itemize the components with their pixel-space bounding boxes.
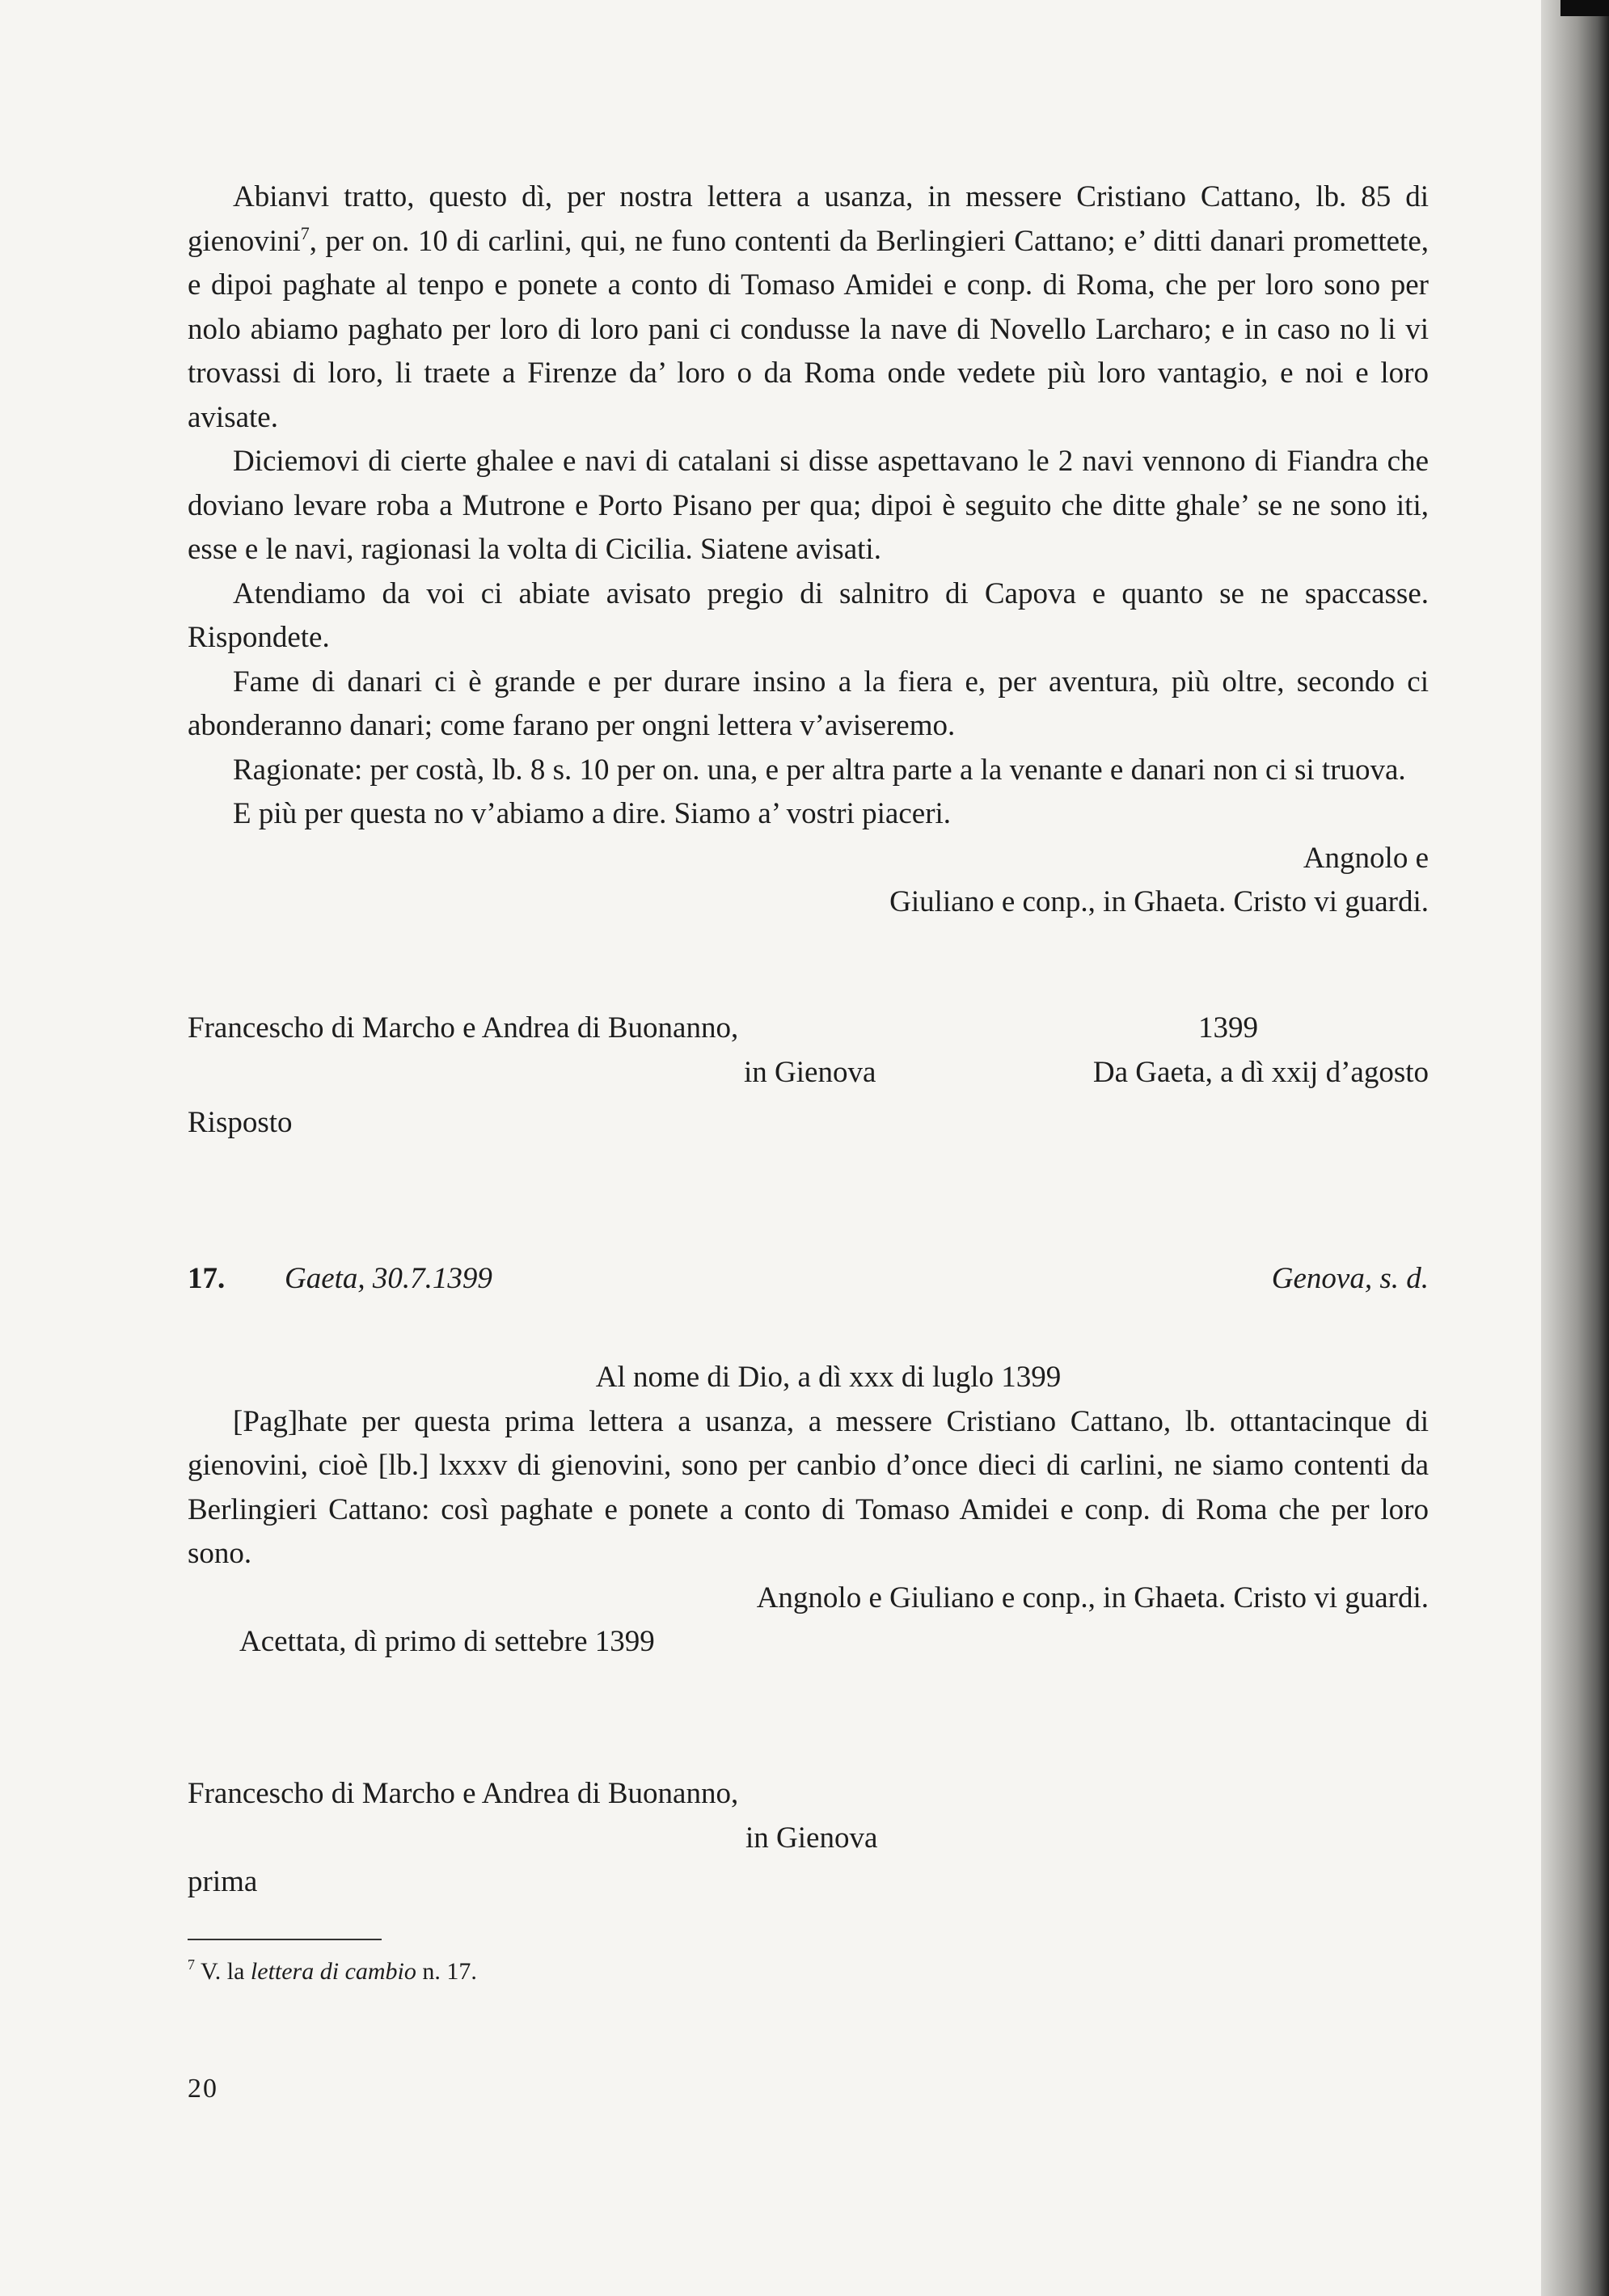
paragraph-1: Abianvi tratto, questo dì, per nostra lettera a usanza, in messere Cristiano Cattano, lb. 85 di gienovini$^7$, per on. 10 di carlini, qui, ne funo contenti da Berlingieri Cattano; e’ ditti danari promettete, e dipoi paghate al tenpo e ponete a conto di Tomaso Amidei e conp. di Roma, che per loro sono per nolo abiamo paghato per loro di loro pani ci condusse la nave di Novello Larcharo; e in caso no li vi trovassi di loro, li traete a Firenze da’ loro o da Roma onde vedete più loro vantagio, e noi e loro avisate. (188, 180, 1429, 434)
letter-17-body (188, 1356, 1429, 1665)
letter-17-address (188, 1772, 1429, 1905)
address-city: in Gienova (744, 1055, 876, 1089)
letter-number: 17. (188, 1262, 226, 1295)
letter-17-header (188, 1257, 1429, 1302)
paragraph-2: Diciemovi di cierte ghalee e navi di catalani si disse aspettavano le 2 navi vennono di Fiandra che doviano levare roba a Mutrone e Porto Pisano per qua; dipoi è seguito che ditte ghale’ se ne sono iti, esse e le navi, ragionasi la volta di Cicilia. Siatene avisati. (188, 445, 1429, 566)
page-corner-dark (1560, 0, 1609, 16)
footnote-number: 7 (188, 1956, 195, 1973)
acceptance-note: Acettata, dì primo di settebre 1399 (239, 1625, 655, 1658)
letter-heading: Al nome di Dio, a dì xxx di luglo 1399 (595, 1361, 1062, 1394)
paragraph-6: E più per questa no v’abiamo a dire. Siamo a’ vostri piaceri. (233, 797, 952, 830)
note-prima: prima (188, 1865, 258, 1898)
paragraph-5: Ragionate: per costà, lb. 8 s. 10 per on. una, e per altra parte a la venante e danari non ci si truova. (233, 753, 1406, 787)
letter-16-address (188, 1007, 1429, 1146)
footnote-rule (188, 1939, 382, 1940)
paragraph-3: Atendiamo da voi ci abiate avisato pregio di salnitro di Capova e quanto se ne spaccasse. Rispondete. (188, 576, 1429, 654)
note-risposto: Risposto (188, 1106, 293, 1139)
signature-line-2: Giuliano e conp., in Ghaeta. Cristo vi guardi. (889, 885, 1429, 918)
letter-17-signature: Angnolo e Giuliano e conp., in Ghaeta. Cristo vi guardi. (756, 1581, 1429, 1614)
dateline: Da Gaeta, a dì xxij d’agosto (1092, 1055, 1429, 1089)
address-name-17: Francescho di Marcho e Andrea di Buonanno, (188, 1777, 739, 1810)
letter-17-paragraph: [Pag]hate per questa prima lettera a usanza, a messere Cristiano Cattano, lb. ottantacinque di gienovini, cioè [lb.] lxxxv di gienovini, sono per canbio d’once dieci di carlini, ne siamo contenti da Berlingieri Cattano: così paghate e ponete a conto di Tomaso Amidei e conp. di Roma che per loro sono. (188, 1404, 1429, 1570)
letter-16-body (188, 175, 1429, 925)
footnote: $^7$ V. la lettera di cambio n. 17. (188, 1956, 477, 1985)
letter-destination: Genova, s. d. (1271, 1262, 1429, 1295)
letter-origin: Gaeta, 30.7.1399 (285, 1262, 492, 1295)
page-number: 20 (188, 2074, 218, 2104)
address-year: 1399 (1198, 1011, 1258, 1045)
footnote-marker: 7 (300, 222, 310, 243)
address-city-17: in Gienova (745, 1821, 878, 1855)
page-edge-shadow (1541, 0, 1609, 2296)
signature-line-1: Angnolo e (1303, 841, 1429, 875)
address-name: Franceschо di Marcho e Andrea di Buonanno, (188, 1011, 739, 1045)
paragraph-4: Fame di danari ci è grande e per durare insino a la fiera e, per aventura, più oltre, secondo ci abonderanno danari; come farano per ongni lettera v’aviseremo. (188, 665, 1429, 742)
